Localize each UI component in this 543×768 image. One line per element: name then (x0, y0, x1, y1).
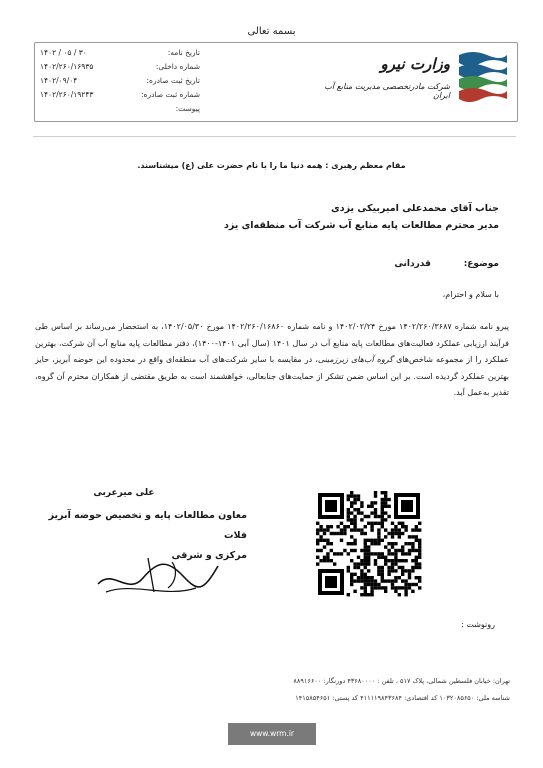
meta-label: شماره ثبت صادره: (140, 90, 200, 99)
meta-row-date (40, 46, 200, 60)
website-badge: www.wrm.ir (228, 723, 316, 745)
meta-label: شماره داخلی: (155, 62, 200, 71)
recipient-name: جناب آقای محمدعلی امیربیکی یزدی (331, 203, 499, 214)
meta-label: پیوست: (175, 104, 200, 113)
signer-name: علی میرعربی (93, 488, 155, 498)
ministry-logo (308, 49, 510, 113)
meta-value: ۱۴۰۲ / ۰۵ / ۳۰ (40, 48, 87, 57)
header-divider (33, 136, 516, 137)
cc-label: رونوشت : (461, 620, 495, 629)
meta-row-issue-number (40, 88, 200, 102)
greeting: با سلام و احترام، (442, 290, 499, 299)
meta-row-internal-number (40, 60, 200, 74)
meta-row-attachment (40, 102, 200, 116)
letter-meta-table (40, 46, 200, 116)
recipient-block (59, 200, 499, 234)
footer-ids: شناسه ملی: ۱۰۳۲۰۸۵۶۵۰ کد اقتصادی: ۴۱۱۱۱۹۸۴۳۶۸۴ کد پستی: ۱۴۱۵۸۵۴۶۵۱ (295, 694, 510, 702)
meta-value: ۱۴۰۲/۲۶۰/۱۶۹۳۵ (40, 62, 94, 71)
subject-row (59, 259, 499, 269)
signer-title-line1: معاون مطالعات پایه و تخصیص حوضه آبریز فلات (48, 510, 247, 541)
water-waves-icon (453, 49, 509, 109)
letter-body (35, 319, 509, 402)
subject-label: موضوع: (463, 259, 499, 269)
body-text-emphasis: گروه آب‌های زیرزمینی (317, 355, 394, 365)
meta-value: ۱۴۰۲/۲۶۰/۱۹۲۴۳ (40, 90, 94, 99)
meta-label: تاریخ ثبت صادره: (146, 76, 200, 85)
meta-value: ۱۴۰۲/۰۹/۰۴ (40, 76, 78, 85)
qr-code (314, 489, 424, 599)
meta-label: تاریخ نامه: (167, 48, 200, 57)
body-text-part1: پیرو نامه شماره ۱۴۰۲/۲۶۰/۳۶۸۷ مورخ ۱۴۰۲/۰۲/۲۴ و نامه شماره ۱۴۰۲/۲۶۰/۱۶۸۶۰ مورخ ۱۴۰۲/۰۵/۳۰، به استحضار می‌رساند بر اساس طی فرآیند ارزیابی عملکرد فعالیت‌های مطالعات پایه منابع آب در سال ۱۴۰۱ (سال آبی ۱۴۰۱-۱۴۰۰)، دفتر مطالعات پایه منابع آب آن شرکت، بهترین عملکرد را از مجموعه شاخص‌های (35, 322, 510, 365)
logo-subtitle: شرکت مادرتخصصی مدیریت منابع آب ایران (324, 82, 450, 100)
recipient-title: مدیر محترم مطالعات پایه منابع آب شرکت آب منطقه‌ای یزد (223, 220, 499, 231)
logo-title: وزارت نیرو (380, 55, 450, 73)
subject-value: قدردانی (394, 259, 431, 269)
signer-title-line2: مرکزی و شرقی (171, 550, 247, 561)
leader-quote: مقام معظم رهبری : همه دنیا ما را با نام حضرت علی (ع) میشناسند. (137, 161, 406, 170)
footer-address: تهران: خیابان فلسطین شمالی، پلاک ۵۱۷ ، تلفن : ۴۳۶۸۰۰۰۰ دورنگار: ۸۸۹۱۶۶۰۰ (293, 677, 510, 685)
handwritten-signature (88, 548, 228, 603)
meta-row-issue-date (40, 74, 200, 88)
letter-heading: بسمه تعالی (247, 26, 296, 37)
body-text-part2: ، در مقایسه با سایر شرکت‌های آب منطقه‌ای واقع در محدوده این حوضه آبریز، حایز بهترین عملکرد گردیده است. بر این اساس ضمن تشکر از حمایت‌های جنابعالی، خواهشمند است به طریق مقتضی از همکاران محترم آن گروه، تقدیر به‌عمل آید. (35, 355, 509, 398)
